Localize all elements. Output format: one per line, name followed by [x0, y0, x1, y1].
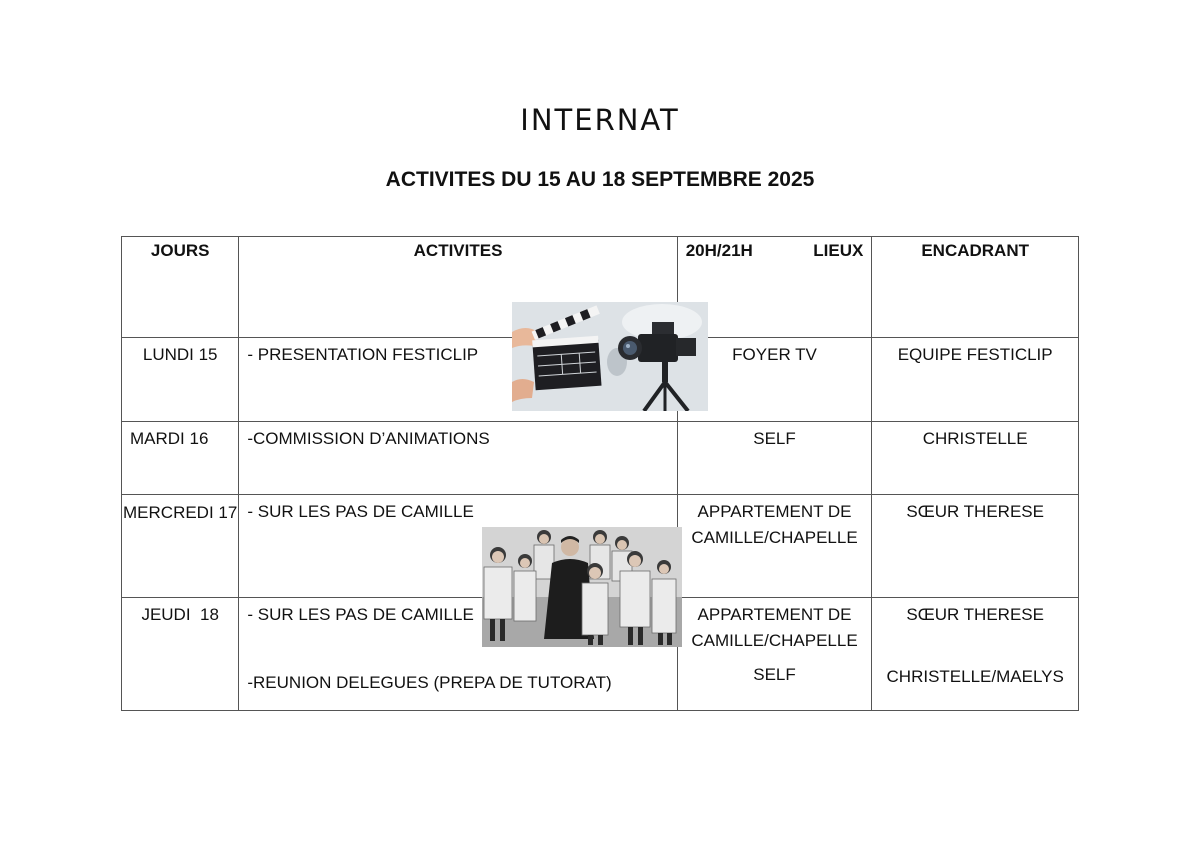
activite-label: -REUNION DELEGUES (PREPA DE TUTORAT): [247, 673, 612, 692]
activite-label: - SUR LES PAS DE CAMILLE: [247, 502, 474, 521]
header-activites: ACTIVITES: [239, 237, 677, 338]
lieu-label: APPARTEMENT DE CAMILLE/CHAPELLE: [691, 605, 858, 650]
row-jour: [122, 422, 239, 495]
jour-label: MERCREDI 17: [123, 503, 238, 522]
row-activites: [239, 422, 677, 495]
header-encadrant: ENCADRANT: [872, 237, 1079, 338]
row-lieux: [677, 495, 872, 598]
vintage-group-illustration: [482, 527, 682, 647]
clapperboard-camera-photo: [512, 302, 708, 411]
activite-label: - SUR LES PAS DE CAMILLE: [247, 605, 474, 624]
encadrant-label: CHRISTELLE: [922, 429, 1028, 448]
encadrant-label: EQUIPE FESTICLIP: [897, 345, 1053, 364]
row-encadrant: [872, 495, 1079, 598]
row-lieux: [677, 422, 872, 495]
encadrant-label: SŒUR THERESE: [906, 502, 1044, 521]
row-jour: [122, 598, 239, 711]
row-encadrant: [872, 598, 1079, 711]
lieu-label: SELF: [753, 665, 796, 684]
vintage-group-photo: [482, 527, 682, 647]
lieu-label: SELF: [753, 429, 796, 448]
row-jour: [122, 495, 239, 598]
jour-label: LUNDI 15: [142, 345, 218, 364]
header-horaire: 20H/21H: [685, 241, 753, 260]
header-lieux: LIEUX: [813, 241, 864, 260]
encadrant-label: SŒUR THERESE: [906, 605, 1044, 624]
jour-label: JEUDI 18: [141, 605, 219, 624]
activite-label: - PRESENTATION FESTICLIP: [247, 345, 479, 364]
encadrant-label: CHRISTELLE/MAELYS: [886, 667, 1064, 686]
row-lieux: [677, 598, 872, 711]
activite-label: -COMMISSION D’ANIMATIONS: [247, 429, 490, 448]
lieu-label: APPARTEMENT DE CAMILLE/CHAPELLE: [691, 502, 858, 547]
jour-label: MARDI 16: [130, 429, 209, 448]
clapperboard-camera-illustration: [512, 302, 708, 411]
page-title: INTERNAT: [520, 103, 680, 137]
page-subtitle: ACTIVITES DU 15 AU 18 SEPTEMBRE 2025: [385, 168, 815, 191]
table-row: [122, 422, 1079, 495]
row-encadrant: [872, 338, 1079, 422]
row-encadrant: [872, 422, 1079, 495]
row-jour: [122, 338, 239, 422]
lieu-label: FOYER TV: [732, 345, 817, 364]
header-jours: JOURS: [122, 237, 239, 338]
